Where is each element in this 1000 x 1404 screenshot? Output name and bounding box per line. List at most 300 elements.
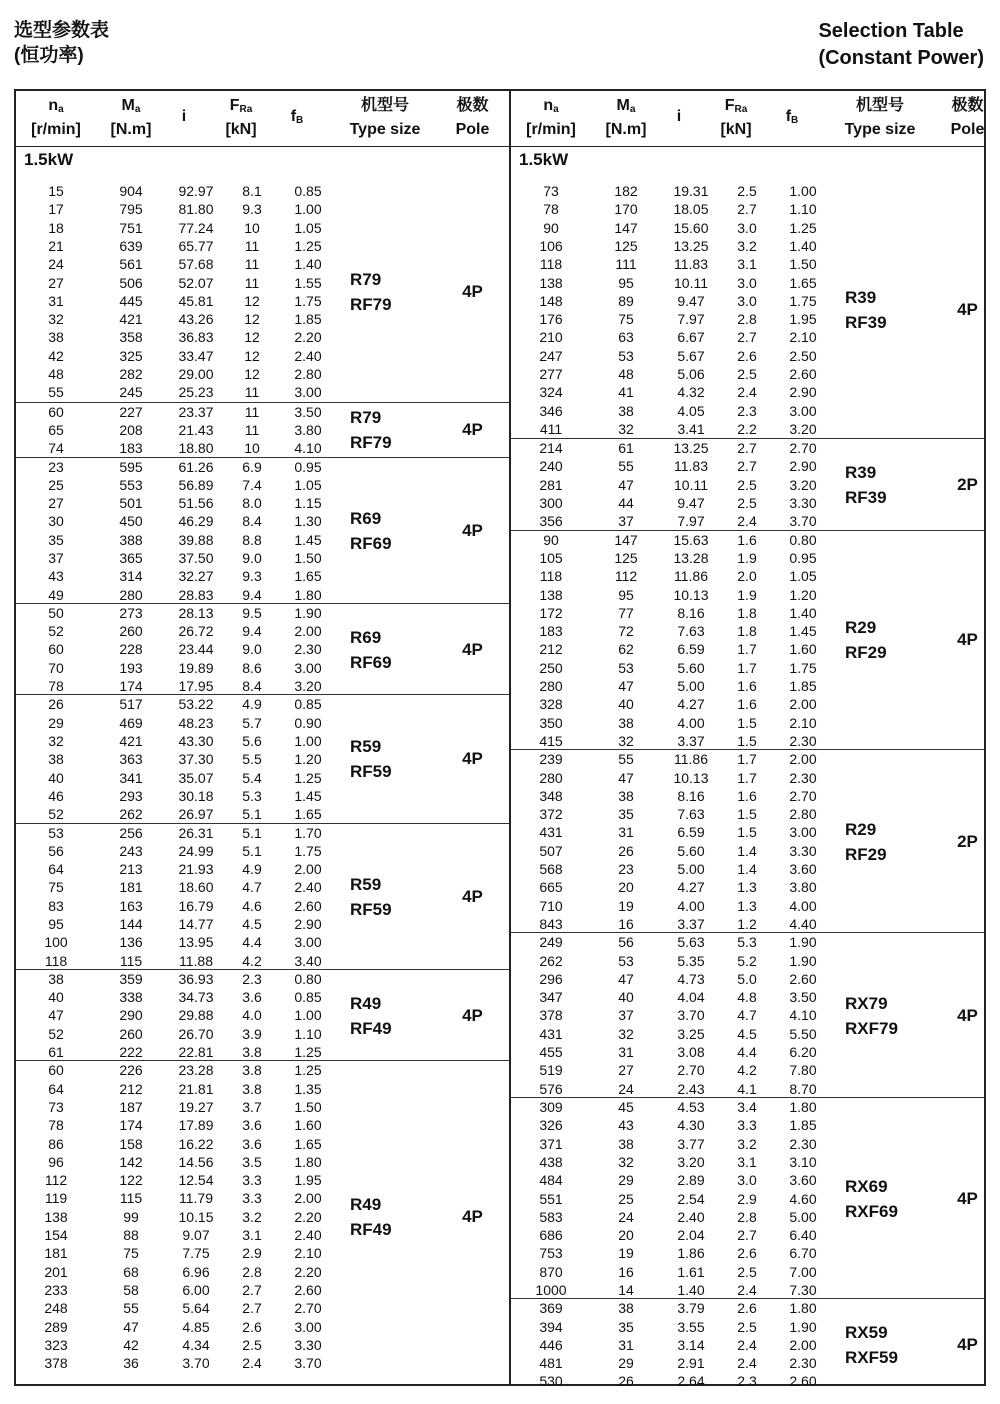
speed-cell: 138 xyxy=(539,274,563,291)
service-factor-cell: 1.25 xyxy=(294,1044,322,1061)
ratio-cell: 45.81 xyxy=(178,292,214,309)
torque-cell: 262 xyxy=(119,806,143,823)
column-header-label: $f_B$ xyxy=(290,108,304,126)
torque-cell: 111 xyxy=(615,256,637,273)
torque-cell: 256 xyxy=(119,824,143,841)
service-factor-cell: 1.85 xyxy=(294,311,322,328)
service-factor-cell: 3.20 xyxy=(294,678,322,695)
table-row xyxy=(16,1153,509,1171)
radial-load-cell: 5.0 xyxy=(737,970,757,987)
speed-cell: 48 xyxy=(48,366,64,382)
service-factor-cell: 1.45 xyxy=(294,787,322,804)
radial-load-cell: 3.1 xyxy=(737,256,757,273)
ratio-cell: 2.64 xyxy=(677,1373,705,1390)
table-row xyxy=(511,750,984,768)
service-factor-cell: 1.65 xyxy=(294,1135,322,1152)
model-group xyxy=(16,402,509,458)
radial-load-cell: 1.3 xyxy=(737,897,757,914)
service-factor-cell: 1.30 xyxy=(294,513,322,530)
speed-cell: 350 xyxy=(539,714,563,731)
ratio-cell: 3.20 xyxy=(677,1153,705,1170)
radial-load-cell: 3.6 xyxy=(242,1135,262,1152)
service-factor-cell: 3.70 xyxy=(789,513,817,530)
speed-cell: 60 xyxy=(48,403,64,420)
table-row xyxy=(511,255,984,273)
speed-cell: 576 xyxy=(539,1080,563,1097)
ratio-cell: 19.31 xyxy=(673,183,709,199)
service-factor-cell: 1.20 xyxy=(789,586,817,603)
radial-load-cell: 5.1 xyxy=(242,824,262,841)
torque-cell: 38 xyxy=(618,402,634,419)
speed-cell: 248 xyxy=(44,1300,68,1317)
power-label: 1.5kW xyxy=(519,150,569,169)
service-factor-cell: 1.85 xyxy=(789,1117,817,1134)
type-size-label: R49 xyxy=(350,1194,382,1214)
ratio-cell: 26.31 xyxy=(178,824,214,841)
radial-load-cell: 2.5 xyxy=(737,183,757,199)
speed-cell: 105 xyxy=(539,549,563,566)
type-size-label: R39 xyxy=(845,462,877,482)
radial-load-cell: 2.0 xyxy=(737,568,757,585)
table-row xyxy=(511,988,984,1006)
type-size-cell xyxy=(845,285,887,335)
table-row xyxy=(511,1098,984,1116)
table-row xyxy=(16,347,509,365)
service-factor-cell: 2.20 xyxy=(294,329,322,346)
speed-cell: 280 xyxy=(539,678,563,695)
radial-load-cell: 2.4 xyxy=(737,513,757,530)
table-row xyxy=(16,1244,509,1262)
ratio-cell: 7.63 xyxy=(677,623,705,640)
table-row xyxy=(511,732,984,750)
ratio-cell: 18.60 xyxy=(178,879,214,896)
speed-cell: 24 xyxy=(48,256,64,273)
speed-cell: 119 xyxy=(44,1190,68,1207)
radial-load-cell: 11 xyxy=(244,237,260,254)
table-row xyxy=(16,439,509,457)
table-row xyxy=(511,714,984,732)
radial-load-cell: 3.8 xyxy=(242,1044,262,1061)
torque-cell: 26 xyxy=(618,1373,634,1390)
ratio-cell: 11.86 xyxy=(674,568,708,585)
radial-load-cell: 4.7 xyxy=(242,879,262,896)
table-row xyxy=(511,1226,984,1244)
column-header-unit: Type size xyxy=(349,121,421,138)
ratio-cell: 3.41 xyxy=(677,420,705,437)
service-factor-cell: 2.30 xyxy=(294,641,322,658)
speed-cell: 52 xyxy=(48,623,64,640)
ratio-cell: 2.89 xyxy=(677,1172,705,1189)
service-factor-cell: 0.85 xyxy=(294,989,322,1006)
table-row xyxy=(511,677,984,695)
service-factor-cell: 1.80 xyxy=(294,586,322,603)
type-size-cell xyxy=(845,615,887,665)
table-row xyxy=(16,1354,509,1372)
table-row xyxy=(511,805,984,823)
ratio-cell: 10.15 xyxy=(178,1208,214,1225)
speed-cell: 519 xyxy=(539,1062,563,1079)
service-factor-cell: 2.90 xyxy=(789,458,817,475)
torque-cell: 290 xyxy=(119,1007,143,1024)
ratio-cell: 5.67 xyxy=(677,347,705,364)
service-factor-cell: 1.20 xyxy=(294,751,322,768)
speed-cell: 100 xyxy=(44,934,68,951)
torque-cell: 95 xyxy=(618,586,634,603)
ratio-cell: 7.97 xyxy=(677,513,705,530)
model-group xyxy=(16,969,509,1062)
radial-load-cell: 2.7 xyxy=(737,458,757,475)
torque-cell: 293 xyxy=(119,787,143,804)
speed-cell: 249 xyxy=(539,934,563,951)
service-factor-cell: 7.00 xyxy=(789,1263,817,1280)
table-row xyxy=(16,1098,509,1116)
torque-cell: 245 xyxy=(119,384,143,401)
service-factor-cell: 1.75 xyxy=(789,659,817,676)
speed-cell: 53 xyxy=(48,824,64,841)
radial-load-cell: 2.8 xyxy=(242,1263,262,1280)
type-size-label: RF39 xyxy=(845,487,887,507)
speed-cell: 371 xyxy=(539,1135,563,1152)
service-factor-cell: 4.40 xyxy=(789,915,817,932)
ratio-cell: 19.27 xyxy=(178,1098,214,1115)
speed-cell: 394 xyxy=(539,1318,563,1335)
ratio-cell: 3.37 xyxy=(677,732,705,749)
speed-cell: 328 xyxy=(539,696,563,713)
torque-cell: 44 xyxy=(618,495,634,512)
service-factor-cell: 4.60 xyxy=(789,1190,817,1207)
pole-cell: 4P xyxy=(957,1005,978,1025)
service-factor-cell: 5.50 xyxy=(789,1025,817,1042)
torque-cell: 341 xyxy=(119,769,143,786)
torque-cell: 517 xyxy=(119,696,143,713)
title-left xyxy=(14,18,109,68)
ratio-cell: 30.18 xyxy=(178,787,214,804)
column-header-label: $n_a$ xyxy=(543,97,559,115)
speed-cell: 348 xyxy=(539,787,563,804)
radial-load-cell: 5.1 xyxy=(242,842,262,859)
torque-cell: 314 xyxy=(119,568,143,585)
torque-cell: 358 xyxy=(119,329,143,346)
table-row xyxy=(16,567,509,585)
ratio-cell: 5.64 xyxy=(182,1300,210,1317)
ratio-cell: 13.25 xyxy=(673,440,709,457)
torque-cell: 25 xyxy=(618,1190,634,1207)
radial-load-cell: 2.5 xyxy=(737,1318,757,1335)
ratio-cell: 9.07 xyxy=(182,1227,210,1244)
torque-cell: 61 xyxy=(618,440,634,457)
type-size-label: R59 xyxy=(350,737,382,757)
table-row xyxy=(511,292,984,310)
radial-load-cell: 2.7 xyxy=(737,1227,757,1244)
table-row xyxy=(16,604,509,622)
speed-cell: 42 xyxy=(48,347,64,364)
speed-cell: 250 xyxy=(539,659,563,676)
service-factor-cell: 2.60 xyxy=(789,1373,817,1390)
service-factor-cell: 2.80 xyxy=(789,806,817,823)
service-factor-cell: 1.35 xyxy=(294,1080,322,1097)
ratio-cell: 26.72 xyxy=(178,623,214,640)
table-row xyxy=(16,933,509,951)
radial-load-cell: 2.4 xyxy=(737,1282,757,1298)
torque-cell: 32 xyxy=(618,732,634,749)
radial-load-cell: 2.6 xyxy=(737,347,757,364)
speed-cell: 710 xyxy=(539,897,563,914)
speed-cell: 280 xyxy=(539,769,563,786)
ratio-cell: 1.86 xyxy=(677,1245,705,1262)
speed-cell: 118 xyxy=(539,568,563,585)
service-factor-cell: 1.65 xyxy=(294,568,322,585)
torque-cell: 55 xyxy=(123,1300,139,1317)
table-row xyxy=(16,549,509,567)
model-group xyxy=(16,1060,509,1372)
ratio-cell: 35.07 xyxy=(178,769,214,786)
torque-cell: 363 xyxy=(119,751,143,768)
speed-cell: 75 xyxy=(48,879,64,896)
radial-load-cell: 4.2 xyxy=(242,952,262,969)
torque-cell: 561 xyxy=(119,256,143,273)
radial-load-cell: 2.7 xyxy=(242,1281,262,1298)
service-factor-cell: 3.70 xyxy=(294,1355,322,1372)
service-factor-cell: 3.30 xyxy=(789,495,817,512)
torque-cell: 222 xyxy=(119,1044,143,1061)
service-factor-cell: 6.40 xyxy=(789,1227,817,1244)
speed-cell: 372 xyxy=(539,806,563,823)
table-row xyxy=(511,328,984,346)
torque-cell: 212 xyxy=(119,1080,143,1097)
type-size-label: RF59 xyxy=(350,899,392,919)
table-row xyxy=(511,586,984,604)
speed-cell: 65 xyxy=(48,421,64,438)
service-factor-cell: 2.00 xyxy=(294,861,322,878)
torque-cell: 213 xyxy=(119,861,143,878)
torque-cell: 40 xyxy=(618,989,634,1006)
table-row xyxy=(511,1190,984,1208)
table-row xyxy=(16,1043,509,1061)
service-factor-cell: 0.80 xyxy=(789,531,817,548)
service-factor-cell: 1.45 xyxy=(789,623,817,640)
table-row xyxy=(16,365,509,383)
table-row xyxy=(511,182,984,200)
torque-cell: 31 xyxy=(618,1336,634,1353)
table-row xyxy=(16,714,509,732)
torque-cell: 181 xyxy=(119,879,143,896)
column-header-label: $n_a$ xyxy=(48,97,64,115)
radial-load-cell: 12 xyxy=(244,292,260,309)
table-row xyxy=(511,1281,984,1299)
speed-cell: 17 xyxy=(48,201,64,218)
service-factor-cell: 3.00 xyxy=(294,934,322,951)
speed-cell: 31 xyxy=(48,292,64,309)
service-factor-cell: 2.60 xyxy=(294,1281,322,1298)
radial-load-cell: 4.4 xyxy=(242,934,262,951)
service-factor-cell: 8.70 xyxy=(789,1080,817,1097)
service-factor-cell: 1.25 xyxy=(294,1062,322,1079)
torque-cell: 187 xyxy=(119,1098,143,1115)
torque-cell: 53 xyxy=(618,659,634,676)
type-size-cell xyxy=(845,1174,898,1224)
type-size-cell xyxy=(350,991,392,1041)
torque-cell: 75 xyxy=(618,311,634,328)
ratio-cell: 7.97 xyxy=(677,311,705,328)
ratio-cell: 39.88 xyxy=(178,531,214,548)
torque-cell: 158 xyxy=(119,1135,143,1152)
table-row xyxy=(511,769,984,787)
radial-load-cell: 2.4 xyxy=(737,1355,757,1372)
ratio-cell: 9.47 xyxy=(677,292,705,309)
radial-load-cell: 3.1 xyxy=(737,1153,757,1170)
torque-cell: 16 xyxy=(618,1263,634,1280)
table-row xyxy=(511,402,984,420)
service-factor-cell: 2.20 xyxy=(294,1208,322,1225)
service-factor-cell: 3.30 xyxy=(294,1336,322,1353)
radial-load-cell: 2.8 xyxy=(737,1208,757,1225)
table-row xyxy=(16,842,509,860)
ratio-cell: 24.99 xyxy=(178,842,214,859)
column-header xyxy=(16,91,96,146)
service-factor-cell: 3.00 xyxy=(789,824,817,841)
radial-load-cell: 5.3 xyxy=(242,787,262,804)
column-header xyxy=(767,91,817,146)
ratio-cell: 10.11 xyxy=(674,274,708,291)
speed-cell: 74 xyxy=(48,440,64,457)
speed-cell: 247 xyxy=(539,347,563,364)
table-row xyxy=(16,952,509,970)
radial-load-cell: 5.4 xyxy=(242,769,262,786)
service-factor-cell: 1.40 xyxy=(789,237,817,254)
radial-load-cell: 2.5 xyxy=(242,1336,262,1353)
radial-load-cell: 1.5 xyxy=(737,824,757,841)
ratio-cell: 33.47 xyxy=(178,347,214,364)
speed-cell: 49 xyxy=(48,586,64,603)
service-factor-cell: 2.60 xyxy=(294,897,322,914)
column-header xyxy=(661,91,697,146)
pole-cell: 4P xyxy=(462,639,483,659)
torque-cell: 182 xyxy=(614,183,638,199)
service-factor-cell: 2.00 xyxy=(789,1336,817,1353)
type-size-label: R79 xyxy=(350,269,382,289)
torque-cell: 38 xyxy=(618,1135,634,1152)
table-row xyxy=(16,970,509,988)
ratio-cell: 4.32 xyxy=(677,384,705,401)
service-factor-cell: 1.90 xyxy=(294,604,322,621)
speed-cell: 55 xyxy=(48,384,64,401)
ratio-cell: 23.28 xyxy=(178,1062,214,1079)
service-factor-cell: 1.75 xyxy=(294,292,322,309)
column-header xyxy=(829,91,931,146)
ratio-cell: 6.67 xyxy=(677,329,705,346)
service-factor-cell: 1.40 xyxy=(789,604,817,621)
speed-cell: 90 xyxy=(543,219,559,236)
radial-load-cell: 1.7 xyxy=(737,769,757,786)
ratio-cell: 2.70 xyxy=(677,1062,705,1079)
torque-cell: 35 xyxy=(618,806,634,823)
title-cn: 选型参数表 xyxy=(14,20,110,41)
radial-load-cell: 8.4 xyxy=(242,513,262,530)
table-row xyxy=(16,805,509,823)
ratio-cell: 6.59 xyxy=(677,824,705,841)
column-header xyxy=(711,91,761,146)
table-row xyxy=(16,494,509,512)
service-factor-cell: 1.00 xyxy=(294,1007,322,1024)
radial-load-cell: 2.5 xyxy=(737,476,757,493)
service-factor-cell: 2.70 xyxy=(294,1300,322,1317)
service-factor-cell: 1.70 xyxy=(294,824,322,841)
model-group xyxy=(16,823,509,970)
subtitle-cn: (恒功率) xyxy=(14,45,84,66)
radial-load-cell: 3.0 xyxy=(737,274,757,291)
torque-cell: 751 xyxy=(119,219,143,236)
radial-load-cell: 1.7 xyxy=(737,659,757,676)
torque-cell: 273 xyxy=(119,604,143,621)
torque-cell: 445 xyxy=(119,292,143,309)
column-header-label: i xyxy=(676,108,682,125)
radial-load-cell: 1.6 xyxy=(737,787,757,804)
ratio-cell: 3.14 xyxy=(677,1336,705,1353)
service-factor-cell: 2.30 xyxy=(789,1355,817,1372)
table-row xyxy=(16,328,509,346)
column-header xyxy=(272,91,322,146)
speed-cell: 30 xyxy=(48,513,64,530)
service-factor-cell: 3.20 xyxy=(789,476,817,493)
ratio-cell: 16.79 xyxy=(178,897,214,914)
radial-load-cell: 2.3 xyxy=(737,1373,757,1390)
table-row xyxy=(511,567,984,585)
radial-load-cell: 3.3 xyxy=(242,1172,262,1189)
torque-cell: 325 xyxy=(119,347,143,364)
selection-table xyxy=(14,89,986,1390)
ratio-cell: 14.56 xyxy=(178,1153,214,1170)
radial-load-cell: 2.7 xyxy=(242,1300,262,1317)
ratio-cell: 6.00 xyxy=(182,1281,210,1298)
title-right xyxy=(818,18,984,72)
ratio-cell: 3.37 xyxy=(677,915,705,932)
model-group xyxy=(511,932,984,1098)
ratio-cell: 28.83 xyxy=(178,586,214,603)
ratio-cell: 23.44 xyxy=(178,641,214,658)
table-row xyxy=(511,1025,984,1043)
radial-load-cell: 5.6 xyxy=(242,732,262,749)
radial-load-cell: 2.5 xyxy=(737,366,757,382)
speed-cell: 583 xyxy=(539,1208,563,1225)
table-row xyxy=(16,1336,509,1354)
table-row xyxy=(511,476,984,494)
service-factor-cell: 3.60 xyxy=(789,861,817,878)
table-row xyxy=(511,1006,984,1024)
model-group xyxy=(511,1298,984,1391)
radial-load-cell: 9.5 xyxy=(242,604,262,621)
speed-cell: 95 xyxy=(48,916,64,932)
torque-cell: 32 xyxy=(618,1153,634,1170)
column-header xyxy=(591,91,661,146)
service-factor-cell: 1.25 xyxy=(294,769,322,786)
table-row xyxy=(511,970,984,988)
table-panel-right xyxy=(511,91,985,1390)
ratio-cell: 34.73 xyxy=(178,989,214,1006)
service-factor-cell: 2.10 xyxy=(789,329,817,346)
service-factor-cell: 3.60 xyxy=(789,1172,817,1189)
radial-load-cell: 2.8 xyxy=(737,311,757,328)
speed-cell: 551 xyxy=(539,1190,563,1207)
service-factor-cell: 2.80 xyxy=(294,366,322,382)
service-factor-cell: 1.90 xyxy=(789,1318,817,1335)
type-size-cell xyxy=(350,506,392,556)
table-row xyxy=(511,274,984,292)
torque-cell: 170 xyxy=(614,201,638,218)
radial-load-cell: 1.3 xyxy=(737,879,757,896)
radial-load-cell: 3.9 xyxy=(242,1025,262,1042)
speed-cell: 18 xyxy=(48,219,64,236)
model-group xyxy=(16,182,509,402)
